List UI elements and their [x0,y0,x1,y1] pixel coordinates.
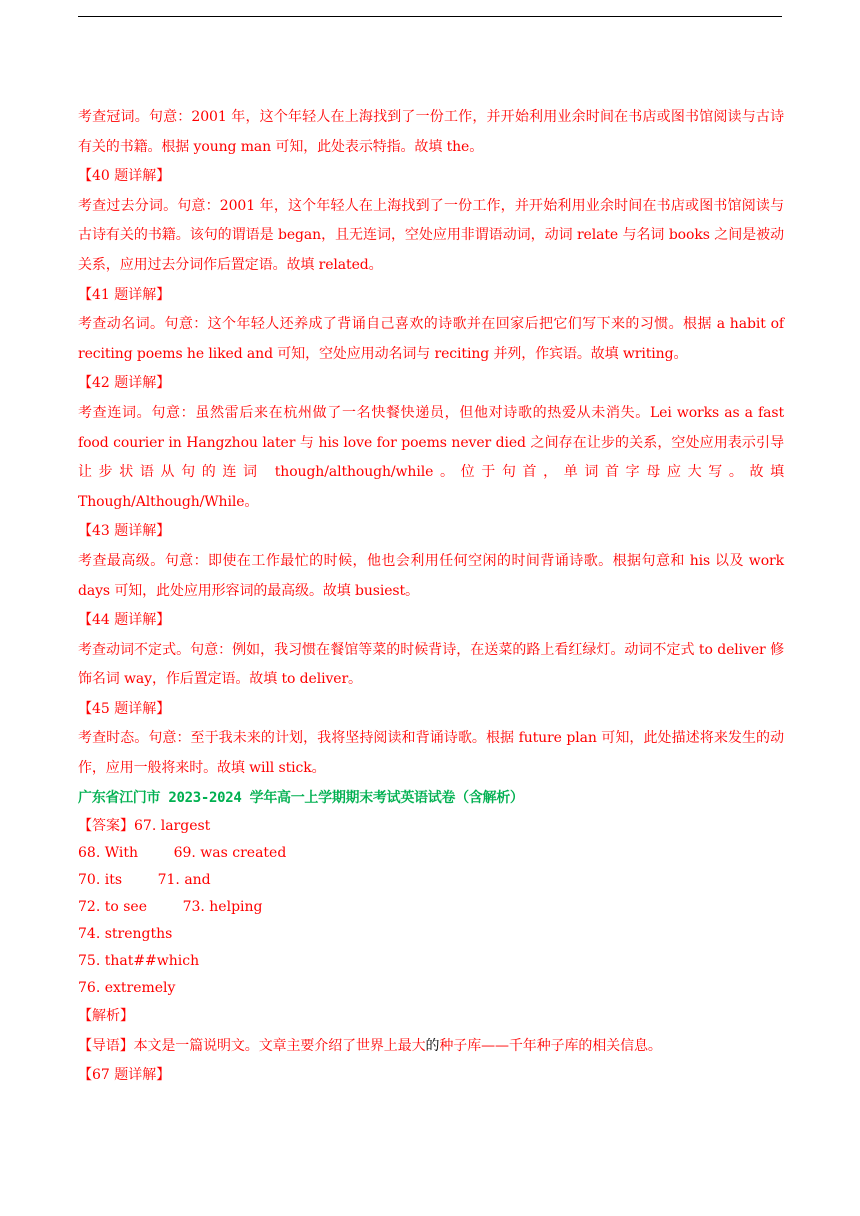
intro-text-part3: 种子库——千年种子库的相关信息。 [439,1037,662,1054]
q39-explanation: 考查冠词。句意：2001 年，这个年轻人在上海找到了一份工作，并开始利用业余时间在书店或图书馆阅读与古诗有关的书籍。根据 young man 可知，此处表示特指。故填 the。 [78,109,784,155]
q42-heading: 【42 题详解】 [78,375,171,392]
q42-explanation: 考查连词。句意：虽然雷后来在杭州做了一名快餐快递员，但他对诗歌的热爱从未消失。Lei works as a fast food courier in Hangzhou later 与 his love for poems never died 之间存在让步的关系，空处应用表示引导让步状语从句的连词 though/although/while。位于句首，单词首字母应大写。故填 Though/Although/While。 [78,404,784,510]
q45-heading: 【45 题详解】 [78,700,171,717]
q44-explanation: 考查动词不定式。句意：例如，我习惯在餐馆等菜的时候背诗，在送菜的路上看红绿灯。动词不定式 to deliver 修饰名词 way，作后置定语。故填 to deliver。 [78,641,784,688]
q45-explanation: 考查时态。句意：至于我未来的计划，我将坚持阅读和背诵诗歌。根据 future plan 可知，此处描述将来发生的动作，应用一般将来时。故填 will stick。 [78,730,784,777]
answer-line-3: 70. its 71. and [78,872,211,889]
answer-line-7: 76. extremely [78,980,176,997]
q43-explanation: 考查最高级。句意：即使在工作最忙的时候，他也会利用任何空闲的时间背诵诗歌。根据句意和 his 以及 work days 可知，此处应用形容词的最高级。故填 busiest。 [78,552,784,599]
q41-explanation: 考查动名词。句意：这个年轻人还养成了背诵自己喜欢的诗歌并在回家后把它们写下来的习惯。根据 a habit of reciting poems he liked and 可知，空处应用动名词与 reciting 并列，作宾语。故填 writing。 [78,316,784,362]
answer-line-4: 72. to see 73. helping [78,899,263,916]
q41-heading: 【41 题详解】 [78,286,171,303]
intro-text-part2: 的 [425,1037,440,1054]
q43-heading: 【43 题详解】 [78,523,171,540]
document-body [78,103,784,1091]
section-title: 广东省江门市 2023-2024 学年高一上学期期末考试英语试卷（含解析） [78,789,524,806]
intro-paragraph [78,1032,784,1062]
answer-line-1: 【答案】67. largest [78,818,211,835]
answer-line-5: 74. strengths [78,926,173,943]
q40-explanation: 考查过去分词。句意：2001 年，这个年轻人在上海找到了一份工作，并开始利用业余时间在书店或图书馆阅读与古诗有关的书籍。该句的谓语是 began，且无连词，空处应用非谓语动词，动词 relate 与名词 books 之间是被动关系，应用过去分词作后置定语。故填 related。 [78,197,784,273]
q44-heading: 【44 题详解】 [78,612,171,629]
intro-text-part1: 【导语】本文是一篇说明文。文章主要介绍了世界上最大 [78,1037,426,1054]
answer-line-6: 75. that##which [78,953,200,970]
q40-heading: 【40 题详解】 [78,168,171,185]
q67-heading: 【67 题详解】 [78,1067,171,1084]
analysis-heading: 【解析】 [78,1008,134,1025]
answer-line-2: 68. With 69. was created [78,845,287,862]
header-rule [78,16,782,17]
